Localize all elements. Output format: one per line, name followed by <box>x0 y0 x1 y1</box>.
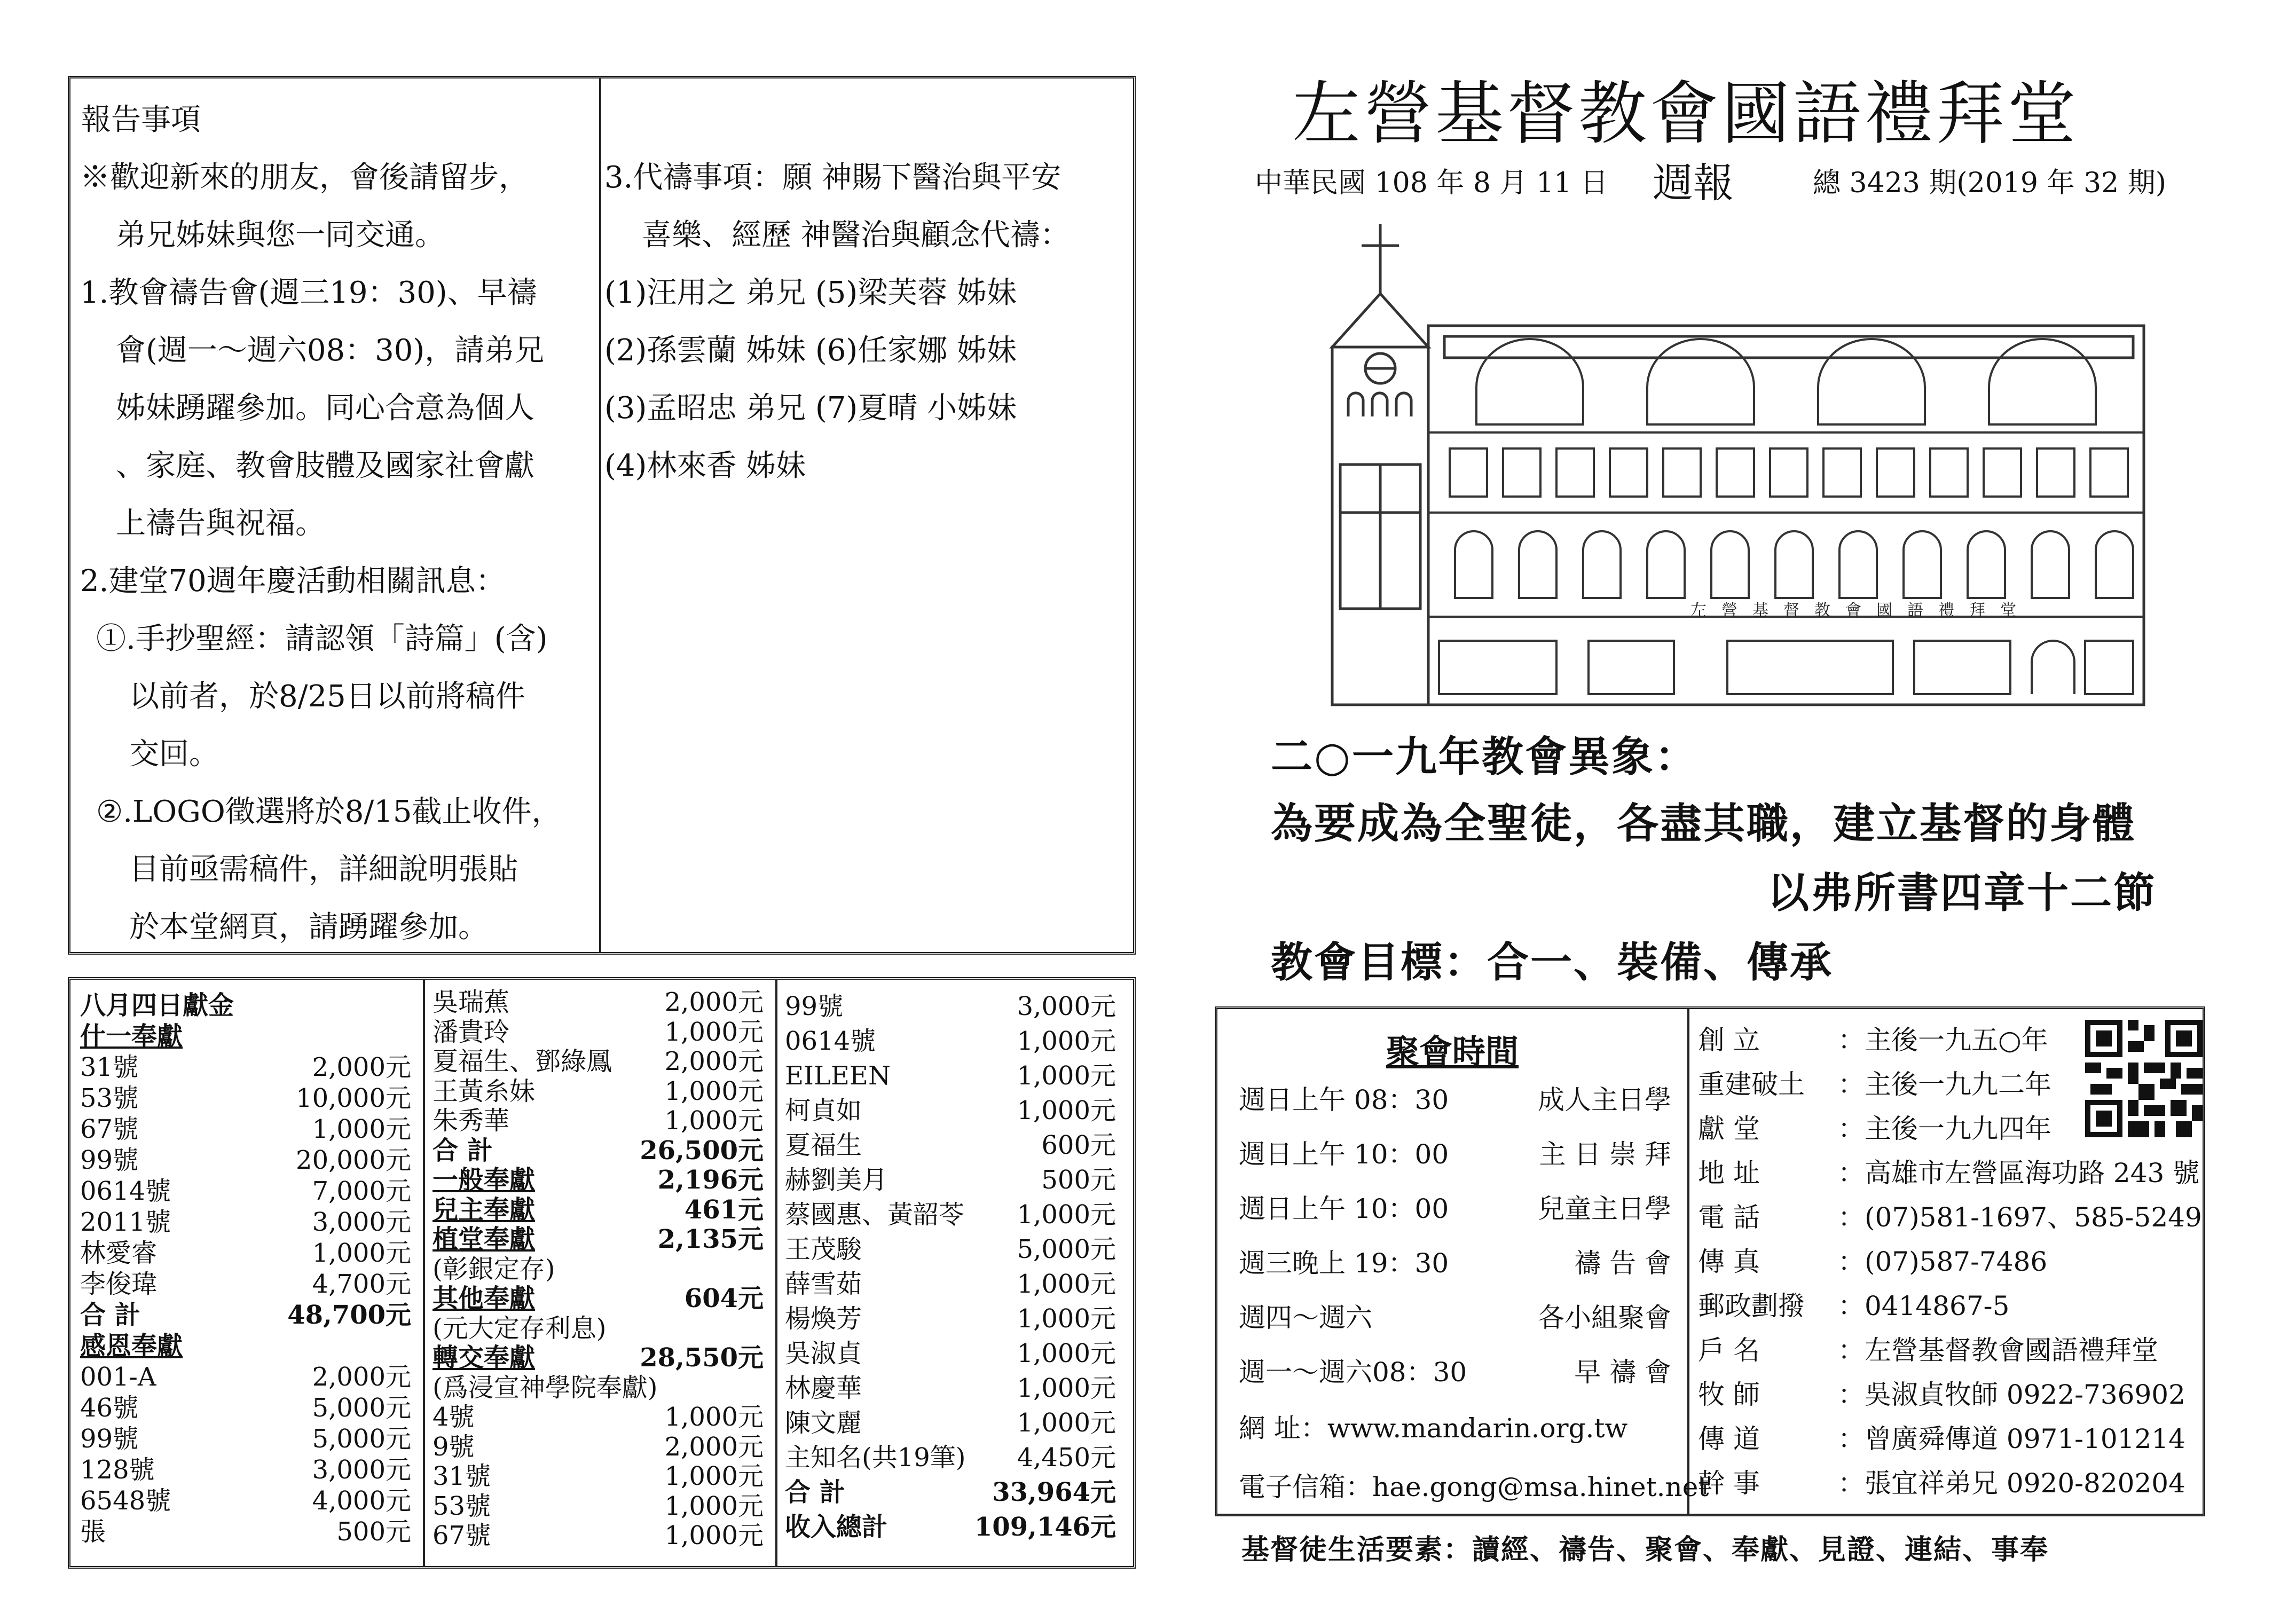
church-info-row <box>1698 1418 2200 1454</box>
offering-amount: 1,000元 <box>664 1106 764 1136</box>
offering-amount: 4,700元 <box>312 1269 411 1299</box>
announcement-line: 姊妹踴躍參加。同心合意為個人 <box>116 391 534 426</box>
offering-row <box>80 1206 411 1241</box>
offering-name: 八月四日獻金 <box>80 990 234 1020</box>
offering-row <box>785 1476 1116 1511</box>
offering-name: 楊煥芳 <box>785 1304 862 1334</box>
info-label: 重建破土 <box>1698 1069 1805 1100</box>
meeting-time: 週四～週六 <box>1239 1302 1372 1333</box>
offering-name: 合 計 <box>433 1135 493 1166</box>
offering-amount: 48,700元 <box>287 1300 411 1330</box>
offering-name: 感恩奉獻 <box>80 1331 183 1361</box>
offering-name: 67號 <box>80 1114 139 1144</box>
offering-row <box>785 1372 1116 1407</box>
offering-row <box>785 1268 1116 1303</box>
offering-name: 0614號 <box>785 1026 876 1056</box>
announcement-line: 目前亟需稿件，詳細說明張貼 <box>129 852 518 887</box>
offering-row <box>785 1407 1116 1442</box>
info-label: 獻 堂 <box>1698 1113 1760 1144</box>
offering-row <box>80 1361 411 1396</box>
vision-statement: 為要成為全聖徒，各盡其職，建立基督的身體 <box>1271 799 2136 848</box>
info-value: ：高雄市左營區海功路 243 號 <box>1838 1158 2200 1189</box>
offering-row <box>785 1511 1116 1546</box>
offering-name: 合 計 <box>785 1477 845 1507</box>
offering-name: EILEEN <box>785 1061 891 1091</box>
info-label: 電 話 <box>1698 1202 1760 1233</box>
offering-name: 李俊瑋 <box>80 1269 158 1299</box>
offering-name: 什一奉獻 <box>80 1021 183 1051</box>
column-divider <box>1687 1009 1689 1514</box>
offering-name: 赫劉美月 <box>785 1165 888 1195</box>
offering-row <box>785 1095 1116 1129</box>
offerings-panel <box>68 977 1136 1569</box>
offering-row <box>785 1164 1116 1199</box>
church-building-illustration <box>1311 214 2149 710</box>
offering-name: 0614號 <box>80 1176 171 1206</box>
offering-amount: 3,000元 <box>312 1455 411 1485</box>
offering-name: 柯貞如 <box>785 1096 862 1126</box>
offering-amount: 4,000元 <box>312 1486 411 1516</box>
offering-name: 陳文麗 <box>785 1408 862 1438</box>
offering-row <box>785 1442 1116 1476</box>
meeting-name: 主 日 崇 拜 <box>1539 1139 1671 1170</box>
offering-name: 植堂奉獻 <box>433 1224 536 1254</box>
meeting-time: 週三晚上 19：30 <box>1239 1248 1449 1279</box>
meeting-time-row <box>1239 1187 1671 1224</box>
meeting-info-panel <box>1215 1006 2205 1516</box>
offering-name: 99號 <box>80 1424 139 1454</box>
offering-amount: 1,000元 <box>1017 1373 1116 1403</box>
offering-name: (爲浸宣神學院奉獻) <box>433 1372 658 1403</box>
church-info-row <box>1698 1240 2200 1277</box>
info-label: 創 立 <box>1698 1025 1760 1056</box>
offering-name: 兒主奉獻 <box>433 1194 536 1225</box>
offering-amount: 2,000元 <box>312 1362 411 1392</box>
offering-row <box>80 1020 411 1055</box>
offering-amount: 604元 <box>684 1284 764 1313</box>
announcement-line: 交回。 <box>129 737 219 772</box>
offering-amount: 500元 <box>336 1517 411 1547</box>
offering-amount: 28,550元 <box>640 1343 764 1373</box>
column-divider <box>599 78 601 952</box>
announcement-line: 1.教會禱告會(週三19：30)、早禱 <box>80 276 537 310</box>
offering-row <box>80 1082 411 1117</box>
issue-date: 中華民國 108 年 8 月 11 日 <box>1255 167 1608 199</box>
offering-row <box>785 1199 1116 1233</box>
offering-amount: 1,000元 <box>664 1461 764 1491</box>
info-label: 地 址 <box>1698 1158 1760 1189</box>
announcement-line: 於本堂網頁，請踴躍參加。 <box>129 910 488 945</box>
offering-amount: 5,000元 <box>312 1393 411 1423</box>
announcement-line: 、家庭、教會肢體及國家社會獻 <box>116 448 534 483</box>
offering-name: 夏福生 <box>785 1130 862 1160</box>
meeting-time-row <box>1239 1133 1671 1170</box>
announcement-line: ①.手抄聖經：請認領「詩篇」(含) <box>96 621 548 656</box>
offering-name: 6548號 <box>80 1486 171 1516</box>
offering-amount: 600元 <box>1041 1130 1116 1160</box>
offering-row <box>80 1392 411 1427</box>
offering-name: 001-A <box>80 1362 156 1392</box>
offering-amount: 1,000元 <box>312 1238 411 1268</box>
offering-name: 4號 <box>433 1402 475 1432</box>
info-label: 傳 真 <box>1698 1246 1760 1277</box>
offering-row <box>80 1516 411 1551</box>
website: 網 址：www.mandarin.org.tw <box>1239 1413 1628 1444</box>
offering-name: 53號 <box>433 1491 491 1521</box>
offering-amount: 461元 <box>684 1194 764 1225</box>
offering-name: 朱秀華 <box>433 1106 510 1136</box>
offering-amount: 4,450元 <box>1017 1443 1116 1473</box>
issue-number: 總 3423 期(2019 年 32 期) <box>1813 167 2167 199</box>
offering-amount: 20,000元 <box>296 1145 411 1175</box>
info-value: ：主後一九五○年 <box>1838 1025 2048 1056</box>
offering-amount: 1,000元 <box>1017 1269 1116 1299</box>
offering-name: (元大定存利息) <box>433 1313 607 1343</box>
offering-name: 夏福生、鄧綠鳳 <box>433 1046 612 1076</box>
offering-amount: 33,964元 <box>992 1477 1116 1507</box>
offering-amount: 2,196元 <box>657 1165 764 1195</box>
offering-amount: 2,000元 <box>664 987 764 1017</box>
offering-name: 2011號 <box>80 1207 171 1237</box>
offering-row <box>80 1330 411 1365</box>
info-label: 傳 道 <box>1698 1423 1760 1454</box>
announcement-line: 報告事項 <box>81 103 201 137</box>
offering-row <box>80 1175 411 1210</box>
email: 電子信箱：hae.gong@msa.hinet.net <box>1239 1472 1709 1502</box>
announcement-line: 2.建堂70週年慶活動相關訊息： <box>80 564 506 599</box>
offering-amount: 2,000元 <box>664 1046 764 1076</box>
meeting-time-row <box>1239 1296 1671 1333</box>
church-title: 左營基督教會國語禮拜堂 <box>1292 74 2080 154</box>
prayer-line: (4)林來香 姊妹 <box>604 448 806 483</box>
meeting-time: 週日上午 10：00 <box>1239 1139 1449 1170</box>
offering-amount: 1,000元 <box>312 1114 411 1144</box>
prayer-line: 3.代禱事項：願 神賜下醫治與平安 <box>604 160 1061 195</box>
offering-amount: 2,000元 <box>664 1431 764 1462</box>
offering-name: 128號 <box>80 1455 155 1485</box>
meeting-time: 週日上午 08：30 <box>1239 1084 1449 1115</box>
meeting-time-row <box>1239 1079 1671 1115</box>
info-label: 郵政劃撥 <box>1698 1290 1805 1321</box>
info-label: 牧 師 <box>1698 1379 1760 1410</box>
info-value: ：0414867-5 <box>1838 1290 2010 1321</box>
building-sign: 左營基督教會國語禮拜堂 <box>1690 601 2031 620</box>
church-info-row <box>1698 1196 2202 1233</box>
offering-row <box>80 1454 411 1489</box>
offering-row <box>80 1485 411 1520</box>
weekly-label: 週報 <box>1653 159 1734 207</box>
offering-row <box>80 1113 411 1148</box>
offering-name: 主知名(共19筆) <box>785 1443 966 1473</box>
offering-name: 9號 <box>433 1431 475 1462</box>
prayer-line: (1)汪用之 弟兄 (5)梁芙蓉 姊妹 <box>604 276 1017 310</box>
cross-icon <box>1362 224 1399 294</box>
info-label: 幹 事 <box>1698 1468 1760 1499</box>
offering-name: 收入總計 <box>785 1512 888 1542</box>
offering-amount: 1,000元 <box>1017 1339 1116 1368</box>
info-value: ：主後一九九四年 <box>1838 1113 2051 1144</box>
meeting-time: 週一～週六08：30 <box>1239 1357 1467 1388</box>
church-info-row <box>1698 1462 2200 1499</box>
vision-heading: 二○一九年教會異象： <box>1271 733 1699 781</box>
offering-name: 轉交奉獻 <box>433 1343 536 1373</box>
offering-amount: 1,000元 <box>1017 1096 1116 1126</box>
offering-row <box>80 1051 411 1086</box>
column-divider <box>423 980 425 1566</box>
offering-name: 99號 <box>80 1145 139 1175</box>
offering-name: 一般奉獻 <box>433 1165 536 1195</box>
qr-code-icon <box>2085 1020 2203 1137</box>
offering-amount: 7,000元 <box>312 1176 411 1206</box>
offering-name: 林慶華 <box>785 1373 862 1403</box>
announcement-line: 會(週一～週六08：30)，請弟兄 <box>116 333 545 368</box>
offering-name: 67號 <box>433 1521 491 1551</box>
offering-amount: 26,500元 <box>640 1135 764 1166</box>
info-value: ：主後一九九二年 <box>1838 1069 2051 1100</box>
offering-row <box>80 1423 411 1458</box>
offering-name: 其他奉獻 <box>433 1284 536 1313</box>
offering-amount: 10,000元 <box>296 1083 411 1113</box>
announcements-panel <box>68 76 1136 955</box>
church-info-row <box>1698 1285 2200 1321</box>
info-value: ：吳淑貞牧師 0922-736902 <box>1838 1379 2185 1410</box>
offering-amount: 5,000元 <box>1017 1234 1116 1264</box>
offering-row <box>785 1129 1116 1164</box>
offering-row <box>80 989 411 1024</box>
offering-name: 吳淑貞 <box>785 1339 862 1368</box>
offering-row <box>785 1233 1116 1268</box>
offering-row <box>785 1025 1116 1060</box>
offering-amount: 1,000元 <box>1017 1304 1116 1334</box>
meeting-time-row <box>1239 1242 1671 1279</box>
info-value: ：(07)581-1697、585-5249 <box>1838 1202 2202 1233</box>
offering-amount: 1,000元 <box>664 1076 764 1106</box>
prayer-line: (3)孟昭忠 弟兄 (7)夏晴 小姊妹 <box>604 391 1017 426</box>
offering-name: 吳瑞蕉 <box>433 987 510 1017</box>
offering-name: (彰銀定存) <box>433 1254 555 1284</box>
offering-name: 31號 <box>433 1461 491 1491</box>
announcement-line: ②.LOGO徵選將於8/15截止收件， <box>96 794 562 829</box>
info-label: 戶 名 <box>1698 1335 1760 1366</box>
church-info-row <box>1698 1152 2200 1189</box>
meeting-time-row <box>1239 1351 1671 1388</box>
offering-amount: 3,000元 <box>312 1207 411 1237</box>
column-divider <box>775 980 777 1566</box>
announcement-line: ※歡迎新來的朋友，會後請留步， <box>80 160 529 195</box>
meeting-name: 兒童主日學 <box>1538 1193 1671 1224</box>
meeting-time: 週日上午 10：00 <box>1239 1193 1449 1224</box>
offering-amount: 1,000元 <box>1017 1026 1116 1056</box>
offering-name: 46號 <box>80 1393 139 1423</box>
offering-amount: 1,000元 <box>664 1521 764 1551</box>
offering-amount: 1,000元 <box>1017 1408 1116 1438</box>
scripture-reference: 以弗所書四章十二節 <box>1767 869 2157 917</box>
offering-amount: 1,000元 <box>1017 1200 1116 1230</box>
offering-name: 蔡國惠、黃韶苓 <box>785 1200 965 1230</box>
announcement-line: 上禱告與祝福。 <box>116 506 325 541</box>
offering-amount: 1,000元 <box>1017 1061 1116 1091</box>
info-value: ：(07)587-7486 <box>1838 1246 2048 1277</box>
offering-name: 薛雪茹 <box>785 1269 862 1299</box>
offering-amount: 5,000元 <box>312 1424 411 1454</box>
offering-row <box>80 1268 411 1303</box>
offering-row <box>785 1337 1116 1372</box>
church-info-row <box>1698 1329 2200 1366</box>
christian-life-essentials: 基督徒生活要素：讀經、禱告、聚會、奉獻、見證、連結、事奉 <box>1241 1533 2049 1566</box>
offering-name: 張 <box>80 1517 106 1547</box>
meeting-name: 禱 告 會 <box>1574 1248 1671 1279</box>
offering-amount: 1,000元 <box>664 1017 764 1047</box>
announcement-line: 弟兄姊妹與您一同交通。 <box>116 218 445 253</box>
offering-amount: 1,000元 <box>664 1491 764 1521</box>
offering-name: 林愛睿 <box>80 1238 158 1268</box>
offering-row <box>80 1237 411 1272</box>
offering-row <box>785 1060 1116 1095</box>
offering-amount: 109,146元 <box>974 1512 1116 1542</box>
info-value: ：張宜祥弟兄 0920-820204 <box>1838 1468 2185 1499</box>
meeting-name: 早 禱 會 <box>1574 1357 1671 1388</box>
meeting-times-title: 聚會時間 <box>1386 1032 1519 1071</box>
meeting-name: 成人主日學 <box>1538 1084 1671 1115</box>
offering-amount: 2,135元 <box>657 1224 764 1254</box>
prayer-line: 喜樂、經歷 神醫治與顧念代禱： <box>642 218 1070 253</box>
offering-row <box>433 1520 764 1554</box>
offering-row <box>80 1299 411 1334</box>
offering-name: 潘貴玲 <box>433 1017 510 1047</box>
offering-name: 合 計 <box>80 1300 140 1330</box>
offering-amount: 3,000元 <box>1017 992 1116 1021</box>
info-value: ：曾廣舜傳道 0971-101214 <box>1838 1423 2185 1454</box>
offering-name: 王黃糸妹 <box>433 1076 536 1106</box>
offering-name: 王茂駿 <box>785 1234 862 1264</box>
prayer-line: (2)孫雲蘭 姊妹 (6)任家娜 姊妹 <box>604 333 1017 368</box>
offering-row <box>80 1144 411 1179</box>
offering-row <box>785 1303 1116 1337</box>
meeting-name: 各小組聚會 <box>1538 1302 1671 1333</box>
offering-row <box>785 990 1116 1025</box>
offering-name: 99號 <box>785 992 844 1021</box>
offering-amount: 1,000元 <box>664 1402 764 1432</box>
church-info-row <box>1698 1373 2200 1410</box>
announcement-line: 以前者，於8/25日以前將稿件 <box>129 679 525 714</box>
offering-name: 53號 <box>80 1083 139 1113</box>
offering-amount: 2,000元 <box>312 1052 411 1082</box>
offering-amount: 500元 <box>1041 1165 1116 1195</box>
info-value: ：左營基督教會國語禮拜堂 <box>1838 1335 2158 1366</box>
offering-name: 31號 <box>80 1052 139 1082</box>
church-goal: 教會目標：合一、裝備、傳承 <box>1271 938 1834 987</box>
